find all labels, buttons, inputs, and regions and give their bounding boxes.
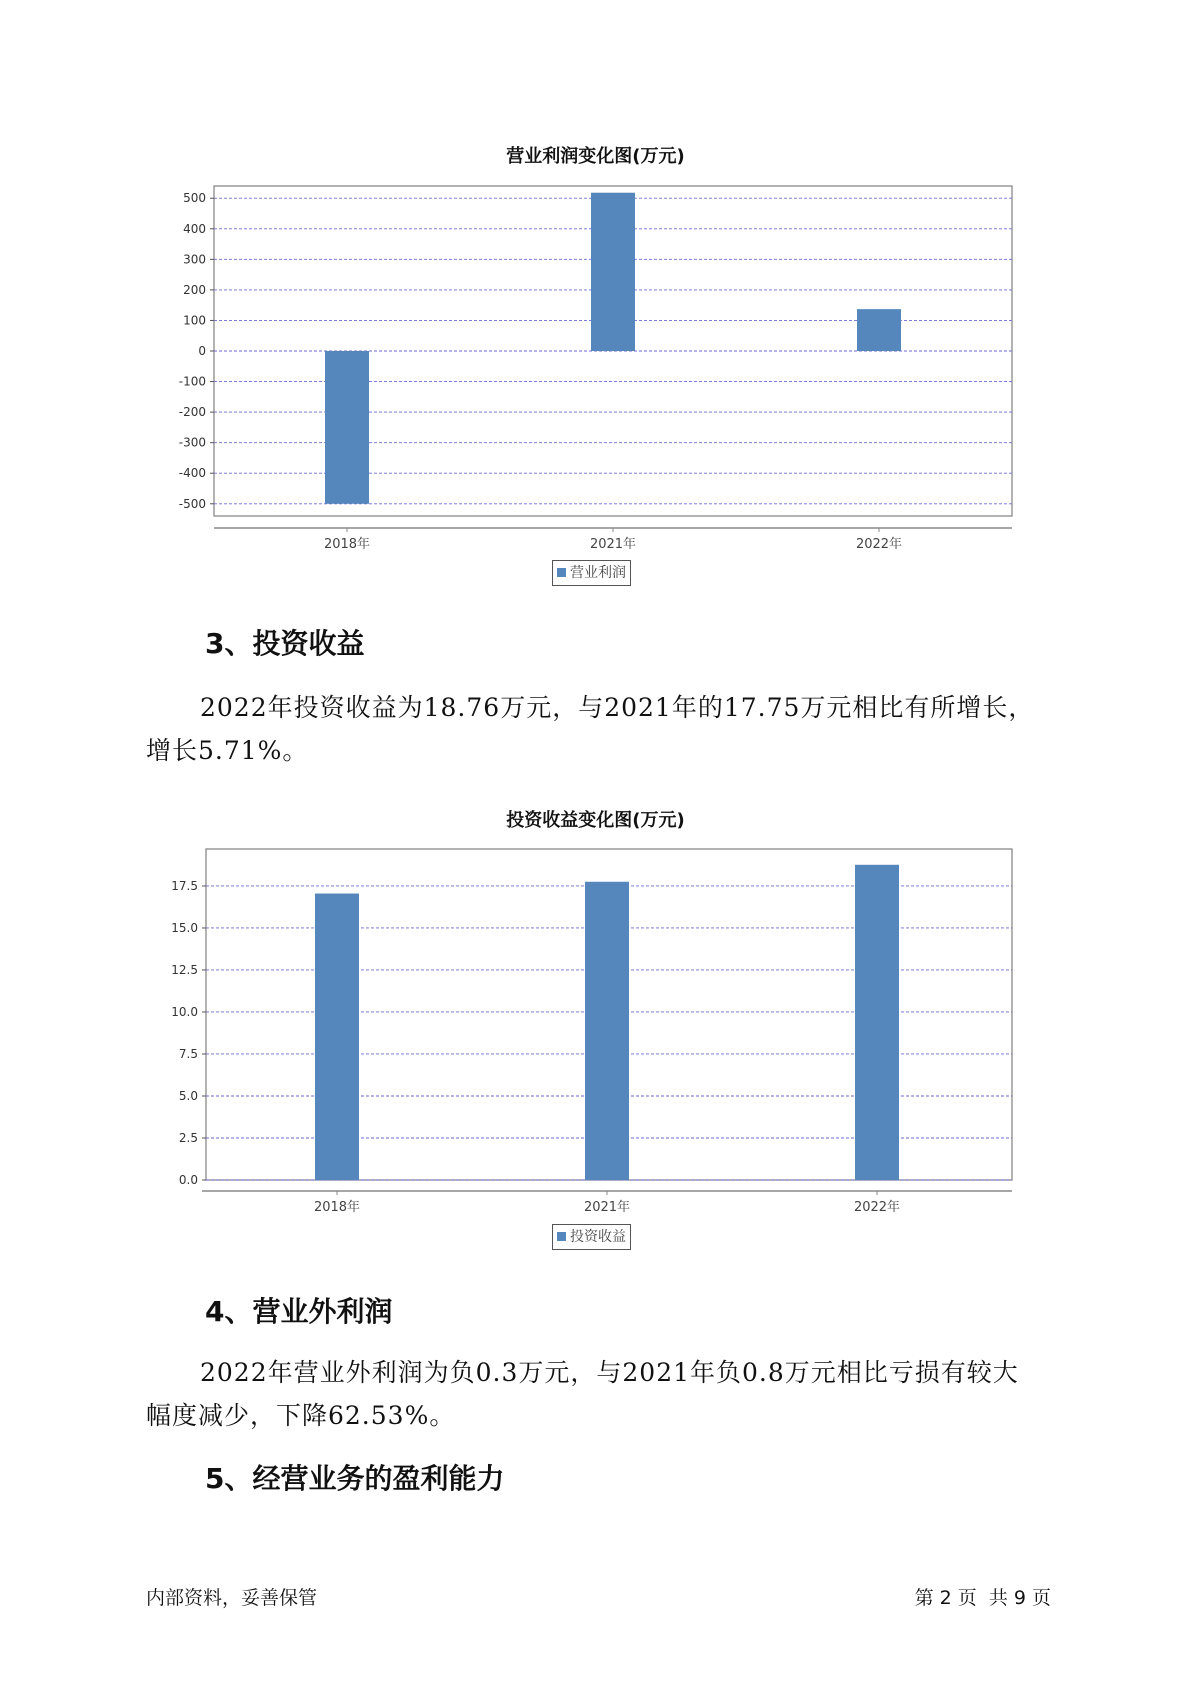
chart-1 bbox=[0, 180, 1191, 552]
bar-2018年 bbox=[325, 351, 369, 504]
legend-swatch bbox=[557, 1232, 566, 1241]
chart-1-legend bbox=[552, 560, 631, 586]
y-tick-label: 10.0 bbox=[171, 1004, 198, 1019]
section-5-heading: 5、经营业务的盈利能力 bbox=[205, 1462, 505, 1495]
chart-1-title: 营业利润变化图(万元) bbox=[506, 146, 685, 167]
bar-2022年 bbox=[855, 865, 899, 1180]
chart-1-legend-label: 营业利润 bbox=[570, 565, 626, 581]
y-tick-label: 0.0 bbox=[178, 1173, 198, 1187]
section-3-heading: 3、投资收益 bbox=[205, 627, 365, 660]
footer-confidential: 内部资料，妥善保管 bbox=[146, 1587, 318, 1609]
section-4-paragraph bbox=[146, 1351, 1046, 1437]
x-tick-label: 2018年 bbox=[323, 537, 371, 552]
y-tick-label: 15.0 bbox=[171, 920, 198, 935]
bar-2022年 bbox=[857, 309, 901, 351]
y-tick-label: 7.5 bbox=[178, 1046, 198, 1061]
y-tick-label: 500 bbox=[183, 191, 206, 206]
chart-2-title: 投资收益变化图(万元) bbox=[506, 810, 685, 831]
para-line: 2022年营业外利润为负0.3万元，与2021年负0.8万元相比亏损有较大 bbox=[200, 1358, 1019, 1387]
para-line: 2022年投资收益为18.76万元，与2021年的17.75万元相比有所增长， bbox=[200, 693, 1035, 722]
chart-2-legend-label: 投资收益 bbox=[570, 1229, 626, 1245]
footer-page-number: 第 2 页 共 9 页 bbox=[914, 1587, 1051, 1609]
section-3-paragraph bbox=[146, 686, 1046, 772]
y-tick-label: -200 bbox=[178, 405, 206, 420]
chart-2-legend bbox=[552, 1224, 631, 1250]
legend-swatch bbox=[557, 568, 566, 577]
y-tick-label: -100 bbox=[178, 374, 206, 389]
y-tick-label: 5.0 bbox=[178, 1088, 198, 1103]
y-tick-label: 300 bbox=[183, 252, 206, 267]
y-tick-label: 100 bbox=[183, 313, 206, 328]
x-tick-label: 2022年 bbox=[855, 537, 903, 552]
chart-2 bbox=[0, 845, 1191, 1215]
y-tick-label: -300 bbox=[178, 435, 206, 450]
x-tick-label: 2022年 bbox=[853, 1200, 901, 1215]
bar-2021年 bbox=[585, 882, 629, 1180]
section-4-heading: 4、营业外利润 bbox=[205, 1295, 393, 1328]
x-tick-label: 2021年 bbox=[583, 1200, 631, 1215]
y-tick-label: -500 bbox=[178, 496, 206, 511]
x-tick-label: 2021年 bbox=[589, 537, 637, 552]
y-tick-label: -400 bbox=[178, 466, 206, 481]
y-tick-label: 2.5 bbox=[178, 1130, 198, 1145]
y-tick-label: 0 bbox=[198, 344, 206, 358]
para-line: 幅度减少，下降62.53%。 bbox=[146, 1401, 456, 1430]
para-line: 增长5.71%。 bbox=[146, 736, 309, 765]
y-tick-label: 400 bbox=[183, 221, 206, 236]
bar-2018年 bbox=[315, 894, 359, 1180]
bar-2021年 bbox=[591, 193, 635, 351]
y-tick-label: 200 bbox=[183, 282, 206, 297]
y-tick-label: 12.5 bbox=[171, 962, 198, 977]
y-tick-label: 17.5 bbox=[171, 878, 198, 893]
x-tick-label: 2018年 bbox=[313, 1200, 361, 1215]
